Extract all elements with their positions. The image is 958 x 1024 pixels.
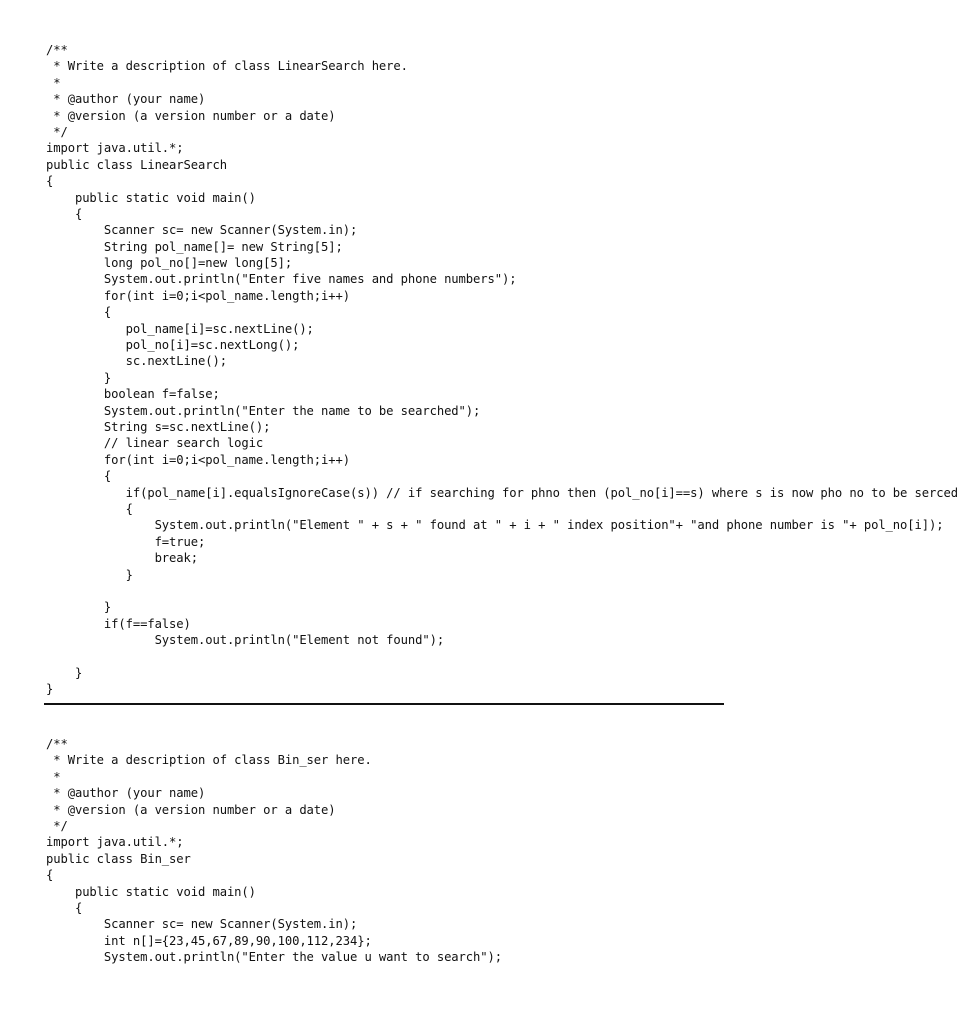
code-line: int n[]={23,45,67,89,90,100,112,234}; xyxy=(46,933,372,948)
code-line: */ xyxy=(46,818,68,833)
code-line: { xyxy=(46,174,54,189)
code-line: pol_no[i]=sc.nextLong(); xyxy=(46,338,300,353)
code-line: public class LinearSearch xyxy=(46,157,227,172)
code-line: public static void main() xyxy=(46,884,256,899)
code-line: break; xyxy=(46,551,198,566)
code-line: * @version (a version number or a date) xyxy=(46,802,336,817)
code-line: * xyxy=(46,75,61,90)
code-line: public static void main() xyxy=(46,190,256,205)
code-line: } xyxy=(46,567,133,582)
code-line: System.out.println("Enter the name to be searched"); xyxy=(46,403,481,418)
code-line: for(int i=0;i<pol_name.length;i++) xyxy=(46,288,350,303)
code-line: } xyxy=(46,682,54,697)
code-line: System.out.println("Enter five names and phone numbers"); xyxy=(46,272,517,287)
code-line: * @author (your name) xyxy=(46,786,206,801)
code-line: sc.nextLine(); xyxy=(46,354,227,369)
code-line: Scanner sc= new Scanner(System.in); xyxy=(46,223,358,238)
code-line: boolean f=false; xyxy=(46,387,220,402)
code-line: import java.util.*; xyxy=(46,141,184,156)
code-line: /** xyxy=(46,737,68,751)
code-line: public class Bin_ser xyxy=(46,851,191,866)
code-line: { xyxy=(46,305,112,320)
code-line: } xyxy=(46,370,112,385)
code-line: */ xyxy=(46,124,68,139)
code-line: { xyxy=(46,868,54,883)
binary-search-code-block xyxy=(46,736,502,965)
code-line: * @version (a version number or a date) xyxy=(46,108,336,123)
code-line: { xyxy=(46,206,83,221)
code-line: { xyxy=(46,501,133,516)
code-line: pol_name[i]=sc.nextLine(); xyxy=(46,321,314,336)
code-line: import java.util.*; xyxy=(46,835,184,850)
code-line: { xyxy=(46,469,112,484)
code-line: System.out.println("Element " + s + " found at " + i + " index position"+ "and phone number is "+ pol_no[i]); xyxy=(46,518,944,533)
code-line: } xyxy=(46,665,83,680)
code-line: // linear search logic xyxy=(46,436,264,451)
code-line: * Write a description of class LinearSearch here. xyxy=(46,59,408,74)
code-line: f=true; xyxy=(46,534,206,549)
code-line: for(int i=0;i<pol_name.length;i++) xyxy=(46,452,350,467)
code-line: /** xyxy=(46,43,68,57)
code-line: String pol_name[]= new String[5]; xyxy=(46,239,343,254)
code-line: * Write a description of class Bin_ser here. xyxy=(46,753,372,768)
code-line: if(f==false) xyxy=(46,616,191,631)
code-line: if(pol_name[i].equalsIgnoreCase(s)) // if searching for phno then (pol_no[i]==s) where s is now pho no to be serced xyxy=(46,485,958,500)
code-line: String s=sc.nextLine(); xyxy=(46,419,271,434)
code-line: { xyxy=(46,900,83,915)
code-line: System.out.println("Element not found"); xyxy=(46,633,445,648)
code-line: System.out.println("Enter the value u want to search"); xyxy=(46,950,502,965)
linear-search-code-block xyxy=(46,42,958,698)
code-line: Scanner sc= new Scanner(System.in); xyxy=(46,917,358,932)
code-line xyxy=(46,648,958,664)
section-divider xyxy=(44,703,724,705)
code-line: } xyxy=(46,600,112,615)
code-line: long pol_no[]=new long[5]; xyxy=(46,256,293,271)
code-line: * @author (your name) xyxy=(46,92,206,107)
code-line: * xyxy=(46,769,61,784)
code-line xyxy=(46,583,958,599)
